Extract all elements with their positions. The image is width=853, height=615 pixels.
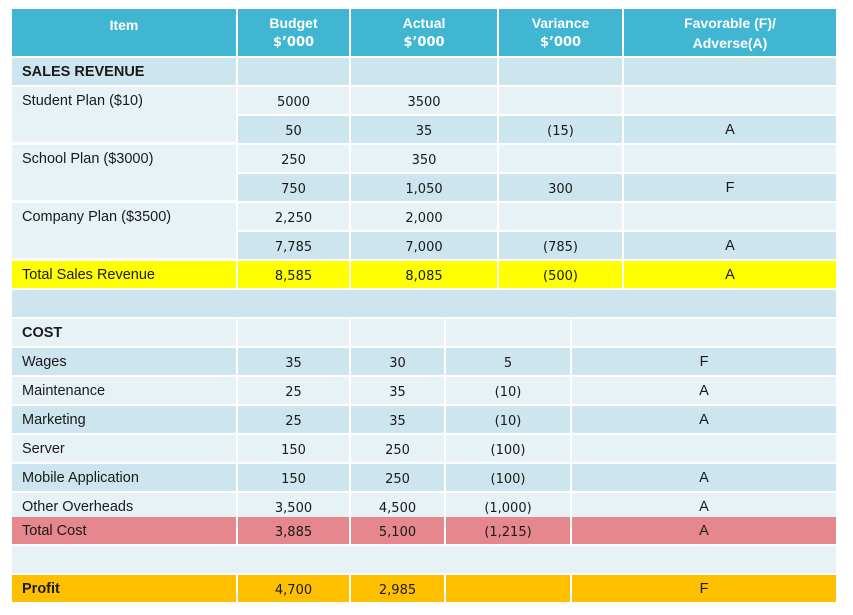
header-item-label: Item [109,17,139,33]
total-sales-row [12,261,838,290]
profit-actual: 2,985 [351,575,446,604]
cost-actual: 30 [351,348,446,377]
rev-flag: A [624,232,838,261]
qty-actual: 2,000 [351,203,499,232]
qty-budget: 2,250 [238,203,351,232]
plan-qty-row [12,145,838,174]
header-budget-unit: $’000 [272,34,315,50]
empty-cell [446,319,572,348]
total-sales-flag: A [624,261,838,290]
qty-actual: 350 [351,145,499,174]
plan-label: School Plan ($3000) [12,145,238,202]
empty-cell [572,319,838,348]
total-cost-variance: (1,215) [446,517,572,546]
cost-variance: (1,000) [446,493,572,522]
cost-label: Other Overheads [12,493,238,522]
cost-label: Mobile Application [12,464,238,493]
total-sales-label: Total Sales Revenue [12,261,238,290]
header-variance [499,9,624,58]
plan-label: Student Plan ($10) [12,87,238,144]
qty-budget: 250 [238,145,351,174]
plan-revenue-row [12,174,838,203]
cost-variance: 5 [446,348,572,377]
cost-actual: 4,500 [351,493,446,522]
plan-qty-row [12,203,838,232]
cost-flag: F [572,348,838,377]
cost-budget: 25 [238,377,351,406]
cost-actual: 35 [351,406,446,435]
total-sales-budget: 8,585 [238,261,351,290]
empty-cell [351,319,446,348]
total-cost-label: Total Cost [12,517,238,546]
empty-cell [624,145,838,174]
table-header [12,9,838,58]
header-favorable-line2: Adverse(A) [692,34,768,51]
rev-budget: 50 [238,116,351,145]
cost-variance: (10) [446,406,572,435]
table-row [12,377,838,406]
empty-cell [499,58,624,87]
cost-budget: 3,500 [238,493,351,522]
cost-variance: (10) [446,377,572,406]
empty-cell [238,319,351,348]
rev-variance: (15) [499,116,624,145]
rev-variance: 300 [499,174,624,203]
cost-flag: A [572,377,838,406]
empty-cell [624,203,838,232]
total-cost-budget: 3,885 [238,517,351,546]
spacer-row [12,546,838,575]
profit-label: Profit [12,575,238,604]
table-row [12,406,838,435]
cost-budget: 35 [238,348,351,377]
cost-budget: 150 [238,464,351,493]
empty-cell [624,87,838,116]
rev-actual: 35 [351,116,499,145]
header-variance-unit: $’000 [539,34,582,50]
total-sales-variance: (500) [499,261,624,290]
rev-budget: 750 [238,174,351,203]
table-row [12,435,838,464]
header-variance-label: Variance [531,14,590,31]
empty-cell [351,58,499,87]
profit-variance [446,575,572,604]
header-actual-unit: $’000 [403,34,445,50]
rev-actual: 7,000 [351,232,499,261]
spacer-row [12,290,838,319]
total-cost-flag: A [572,517,838,546]
rev-flag: A [624,116,838,145]
empty-cell [499,203,624,232]
cost-variance: (100) [446,435,572,464]
plan-revenue-row [12,116,838,145]
cost-actual: 250 [351,464,446,493]
rev-actual: 1,050 [351,174,499,203]
profit-row [12,575,838,604]
profit-budget: 4,700 [238,575,351,604]
sales-section-row [12,58,838,87]
empty-cell [238,58,351,87]
cost-variance: (100) [446,464,572,493]
empty-cell [12,290,838,319]
header-actual [351,9,499,58]
header-item [12,9,238,58]
cost-label: Wages [12,348,238,377]
rev-flag: F [624,174,838,203]
qty-actual: 3500 [351,87,499,116]
cost-section-title: COST [12,319,238,348]
table-row [12,348,838,377]
empty-cell [499,87,624,116]
cost-flag: A [572,406,838,435]
total-cost-actual: 5,100 [351,517,446,546]
plan-qty-row [12,87,838,116]
rev-budget: 7,785 [238,232,351,261]
plan-label: Company Plan ($3500) [12,203,238,260]
total-cost-row [12,517,838,546]
cost-budget: 25 [238,406,351,435]
empty-cell [624,58,838,87]
header-budget-label: Budget [269,14,318,31]
qty-budget: 5000 [238,87,351,116]
header-actual-label: Actual [402,14,446,31]
cost-label: Server [12,435,238,464]
cost-flag [572,435,838,464]
header-budget [238,9,351,58]
empty-cell [12,546,838,575]
rev-variance: (785) [499,232,624,261]
cost-actual: 35 [351,377,446,406]
empty-cell [499,145,624,174]
header-favorable-line1: Favorable (F)/ [684,14,776,31]
plan-revenue-row [12,232,838,261]
cost-label: Maintenance [12,377,238,406]
profit-flag: F [572,575,838,604]
cost-flag: A [572,464,838,493]
cost-label: Marketing [12,406,238,435]
table-row [12,464,838,493]
cost-actual: 250 [351,435,446,464]
total-sales-actual: 8,085 [351,261,499,290]
sales-section-title: SALES REVENUE [12,58,238,87]
cost-budget: 150 [238,435,351,464]
cost-flag: A [572,493,838,522]
cost-section-row [12,319,838,348]
header-favorable [624,9,838,58]
